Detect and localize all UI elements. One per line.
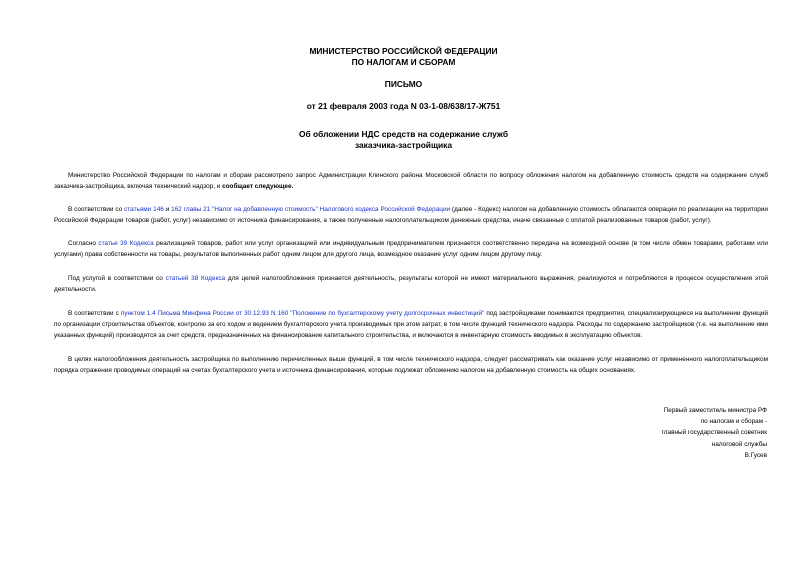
paragraph-6-text: В целях налогообложения деятельность застройщика по выполнению перечисленных выше функций, в том числе технического надзора, следует рассматривать как оказание услуг независимо от примененного налогоплательщиком порядка отражения проводимых операций на счетах бухгалтерского учета и источника финансирования, которые подлежат обложению налогом на добавленную стоимость на общих основаниях. <box>54 356 768 374</box>
paragraph-4-after: для целей налогообложения признается деятельность, результаты которой не имеют материального выражения, реализуются и потребляются в процессе осуществления этой деятельности. <box>54 275 768 293</box>
ministry-header <box>0 46 807 68</box>
paragraph-3-after: реализацией товаров, работ или услуг организацией или индивидуальным предпринимателем признается соответственно передача на возмездной основе (в том числе обмен товарами, работами или услугами) права собственности на товары, результатов выполненных работ одним лицом для другого лица, возмездное оказание услуг одним лицом другому лицу. <box>54 240 768 258</box>
ministry-name-line-1: МИНИСТЕРСТВО РОССИЙСКОЙ ФЕДЕРАЦИИ <box>309 46 498 56</box>
document-date-label: от 21 февраля 2003 года N 03-1-08/638/17-Ж751 <box>306 101 501 111</box>
paragraph-2 <box>54 204 768 226</box>
document-subject <box>0 129 807 151</box>
document-date <box>0 101 807 112</box>
document-type <box>0 79 807 90</box>
signature-block <box>607 405 767 461</box>
paragraph-1-bold: сообщает следующее. <box>222 183 294 190</box>
paragraph-4 <box>54 273 768 295</box>
link-minfin-letter-160[interactable]: пунктом 1.4 Письма Минфина России от 30.12.93 N 160 "Положение по бухгалтерскому учету долгосрочных инвестиций" <box>120 310 485 317</box>
signatory-name: В.Гусев <box>744 451 767 459</box>
paragraph-5 <box>54 308 768 341</box>
paragraph-6 <box>54 354 768 376</box>
paragraph-2-before: В соответствии со <box>68 206 125 213</box>
paragraph-2-after: (далее - Кодекс) налогом на добавленную стоимость облагаются операции по реализации на территории Российской Федерации товаров (работ, услуг) независимо от источника финансирования, а также полученные налогоплательщиком денежные средства, иначе связанные с оплатой реализованных товаров (работ, услуг). <box>54 206 768 224</box>
paragraph-5-before: В соответствии с <box>68 310 121 317</box>
signature-position-line-3: главный государственный советник <box>661 429 767 437</box>
link-articles-146[interactable]: статьями 146 <box>124 206 164 213</box>
signature-position-line-2: по налогам и сборам - <box>700 418 767 426</box>
link-article-39[interactable]: статье 39 Кодекса <box>98 240 154 247</box>
paragraph-1 <box>54 170 768 192</box>
signature-position-line-1: Первый заместитель министра РФ <box>663 407 767 414</box>
ministry-name-line-2: ПО НАЛОГАМ И СБОРАМ <box>351 57 456 67</box>
document-subject-line-1: Об обложении НДС средств на содержание служб <box>298 129 509 139</box>
paragraph-1-text: Министерство Российской Федерации по налогам и сборам рассмотрело запрос Администрации Клинского района Московской области по вопросу обложения налогом на добавленную стоимость средств на содержание служб заказчика-застройщика, включая технический надзор, и <box>54 172 768 190</box>
document-type-label: ПИСЬМО <box>384 79 423 89</box>
letter-body <box>54 170 768 388</box>
paragraph-5-after: под застройщиками понимаются предприятия, специализирующиеся на выполнении функций по организации строительства объектов, контролю за его ходом и ведением бухгалтерского учета производимых при этом затрат, в том числе функций технического надзора. Расходы по содержанию застройщиков (т.е. на выполнение ими указанных функций) производятся за счет средств, предназначенных на финансирование капитального строительства, и включаются в инвентарную стоимость вводимых в эксплуатацию объектов. <box>54 310 769 339</box>
paragraph-2-mid: и <box>163 206 172 213</box>
paragraph-3 <box>54 238 768 260</box>
paragraph-3-before: Согласно <box>68 240 99 247</box>
signature-position-line-4: налоговой службы <box>711 440 767 448</box>
link-article-162-tax-code[interactable]: 162 главы 21 "Налог на добавленную стоимость" Налогового кодекса Российской Федерации <box>171 206 451 213</box>
link-article-38[interactable]: статьей 38 Кодекса <box>165 275 226 282</box>
document-subject-line-2: заказчика-застройщика <box>354 140 453 150</box>
paragraph-4-before: Под услугой в соответствии со <box>68 275 166 282</box>
